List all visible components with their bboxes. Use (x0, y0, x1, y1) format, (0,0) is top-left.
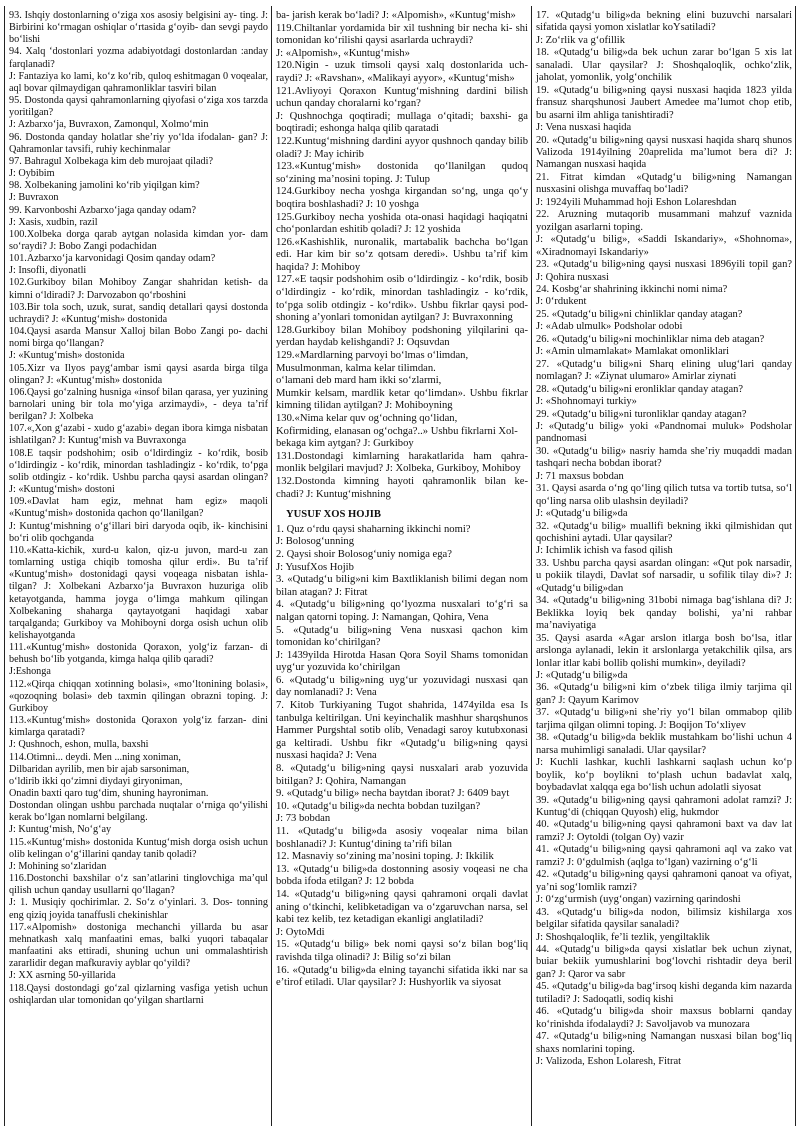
question-entry: J: «Alpomish», «Kuntug‘mish» (276, 47, 410, 59)
question-entry: 13. «Qutadg‘u bilig»da dostonning asosiy voqeasi ne cha bobda ifoda etilgan? J: 12 bobda (276, 863, 528, 888)
question-entry: o‘lamani deb mard ham ikki so‘zlarmi, (276, 375, 442, 387)
question-entry: Dostondan olingan ushbu parchada nuqtalar o‘rniga qo‘yilishi kerak bo‘lgan nomlarni belgilang. (9, 800, 268, 824)
question-entry: 107.«,Xon g‘azabi - xudo g‘azabi» degan ibora kimga nisbatan ishlatilgan? J: Kuntug‘mish va Buvraxonga (9, 423, 268, 447)
question-entry: 26. «Qutadg‘u bilig»ni mochinliklar nima deb atagan? (536, 333, 765, 345)
question-entry: 30. «Qutadg‘u bilig» nasriy hamda she’riy muqaddi madan tashqari necha bobdan iborat? (536, 445, 792, 470)
question-entry: J: XX asrning 50-yillarida (9, 970, 116, 982)
question-entry: 24. Kosbg‘ar shahrining ikkinchi nomi nima? (536, 283, 728, 295)
question-entry: 43. «Qutadg‘u bilig»da nodon, bilimsiz kishilarga xos belgilar sifatida qaysilar sanaladi? (536, 906, 792, 931)
question-entry: J: «Qutadg‘u bilig»da (536, 670, 628, 682)
question-entry: 117.«Alpomish» dostoniga mechanchi yillarda bu asar mehnatkash xalq manfaatini emas, balki yuqori tabaqalar manfaatini aks ettiradi, shuning uchun uni ommalashtirish zararlidir degan mafkuraviy ayblar qo‘yildi? (9, 921, 268, 970)
question-entry: Dilbaridan ayrilib, men bir ajab sarsoniman, (9, 763, 190, 775)
question-entry: 132.Dostonda kimning hayoti qahramonlik bilan ke- chadi? J: Kuntug‘mishning (276, 475, 528, 500)
question-entry: 7. Kitob Turkiyaning Tugot shahrida, 1474yilda esa Is tanbulga keltirilgan. Uni keyinchalik mashhur sharqshunos Hammer Purgshtal sotib olib, Venadagi saroy kutubxonasi ga keltiradi. Ushbu fikr «Qutadg‘u bilig»ning qaysi nusxasi haqida? J: Vena (276, 700, 528, 762)
section-entries (276, 524, 528, 990)
question-entry: J: Kuntug‘mish, No‘g‘ay (9, 824, 112, 836)
question-entry: 25. «Qutadg‘u bilig»ni chinliklar qanday atagan? (536, 308, 743, 320)
question-entry: 116.Dostonchi baxshilar o‘z san’atlarini tinglovchiga ma’qul qilish uchun qanday usullarni qo‘llagan? (9, 873, 268, 897)
question-entry: 128.Gurkiboy bilan Mohiboy podshoning yilqilarini qa- yerdan haydab kelishgandi? J: Oqsuvdan (276, 324, 528, 349)
question-entry: 17. «Qutadg‘u bilig»da bekning elini buzuvchi narsalari sifatida qaysi yomon xislatlar koYsatiladi? (536, 10, 792, 34)
question-entry: 47. «Qutadg‘u bilig»ning Namangan nusxasi bilan bog‘liq shaxs nomlarini toping. (536, 1031, 792, 1055)
question-entry: 3. «Qutadg‘u bilig»ni kim Baxtliklanish bilimi degan nom bilan atagan? J: Fitrat (276, 574, 528, 598)
question-entry: 95. Dostonda qaysi qahramonlarning qiyofasi o‘ziga xos tarzda yoritilgan? (9, 95, 268, 119)
question-entry: J: 0‘zg‘urmish (uyg‘ongan) vazirning qarindoshi (536, 894, 741, 906)
question-entry: 126.«Kashishlik, nuronalik, martabalik bachcha bo‘lgan edi. Har kim bir so‘z qotsam deredi». Ushbu ta’rif kim haqida? J: Mohiboy (276, 236, 528, 273)
question-entry: J: Insofli, diyonatli (9, 265, 87, 277)
question-entry: bekaga kim aytgan? J: Gurkiboy (276, 438, 414, 450)
question-entry: 42. «Qutadg‘u bilig»ning qaysi qahramoni qanoat va ofiyat, ya’ni sog‘lomlik ramzi? (536, 869, 792, 893)
question-entry: 14. «Qutadg‘u bilig»ning qaysi qahramoni orqali davlat aning o‘tkinchi, kelibketadigan va o‘zgaruvchan narsa, sel kabi tez kelib, tez ketadigan ekanligi anglatiladi? (276, 888, 528, 926)
question-entry: J: Fantaziya ko lami, ko‘z ko‘rib, quloq eshitmagan 0 voqealar, aql bovar qilmaydigan qahramonliklar tasviri bilan (9, 70, 268, 94)
question-entry: 20. «Qutadg‘u bilig»ning qaysi nusxasi haqida sharq shunos Valizoda 1914yilning 20aprelida ma’lumot bera di? J: Namangan nusxasi haqida (536, 134, 792, 171)
question-entry: o‘ldirib ikki qo‘zimni diydayi giryoniman, (9, 775, 183, 787)
question-entry: 99. Karvonboshi Azbarxo‘jaga qanday odam? (9, 204, 196, 216)
question-entry: J: 73 bobdan (276, 813, 331, 825)
question-entry: 19. «Qutadg‘u bilig»ning qaysi nusxasi haqida 1823 yilda fransuz sharqshunosi Jaubert Amedee ma’lumot chop etib, bu asarni ilm ahliga tanishtiradi? (536, 84, 792, 121)
question-entry: J: OytoMdi (276, 926, 325, 938)
question-entry: J: Ichimlik ichish va fasod qilish (536, 545, 673, 557)
column-middle (271, 6, 531, 1126)
question-entry: 103.Bir tola soch, uzuk, surat, sandiq detallari qaysi dostonda uchraydi? J: «Kuntug‘mish» dostonida (9, 301, 268, 325)
question-entry: 21. Fitrat kimdan «Qutadg‘u bilig»ning Namangan nusxasini olishga muvaffaq bo‘ladi? (536, 171, 792, 196)
question-entry: J: Buvraxon (9, 192, 59, 204)
question-entry: 93. Ishqiy dostonlarning o‘ziga xos asosiy belgisini ay- ting. J: Birbirini ko‘rmagan oshiqlar o‘rtasida g‘oyib- dan sevgi paydo bo‘lishi (9, 10, 268, 46)
question-entry: 102.Gurkiboy bilan Mohiboy Zangar shahridan ketish- da kimni o‘ldiradi? J: Darvozabon qo‘rboshini (9, 277, 268, 301)
question-entry: 38. «Qutadg‘u bilig»da beklik mustahkam bo‘lishi uchun 4 narsa muhimligi sanaladi. Ular qaysilar? (536, 732, 792, 756)
question-entry: 45. «Qutadg‘u bilig»da bag‘irsoq kishi deganda kim nazarda tutiladi? J: Sadoqatli, sodiq kishi (536, 981, 792, 1005)
question-entry: J: YusufXos Hojib (276, 561, 354, 573)
question-entry: J: «Amin ulmamlakat» Mamlakat omonliklari (536, 346, 730, 358)
question-entry: J: Valizoda, Eshon Lolaresh, Fitrat (536, 1056, 682, 1068)
question-entry: ba- jarish kerak bo‘ladi? J: «Alpomish», «Kuntug‘mish» (276, 10, 516, 21)
question-entry: 118.Qaysi dostondagi go‘zal qizlarning vasfiga yetish uchun oshiqlardan ular tomonidan qo‘yilgan shartlarni (9, 982, 268, 1006)
column-left-entries (9, 10, 268, 1007)
question-entry: Mumkir kelsam, mardlik ketar qo‘limdan». Ushbu fikrlar kimning tilidan aytilgan? J: Mohiboyning (276, 387, 528, 412)
column-right-entries (536, 10, 792, 1069)
question-entry: 121.Avliyoyi Qoraxon Kuntug‘mishning dardini bilish uchun qanday choralarni ko‘rgan? (276, 85, 528, 110)
question-entry: 2. Qaysi shoir Bolosog‘uniy nomiga ega? (276, 548, 452, 560)
question-entry: 112.«Qirqa chiqqan xotinning bolasi», «mo‘ltonining bolasi», «qozoqning bolasi» deb taxmin qilingan obrazni toping. J: Gurkiboy (9, 678, 268, 714)
question-entry: 11. «Qutadg‘u bilig»da asosiy voqealar nima bilan boshlanadi? J: Kuntug‘dining ta’rifi bilan (276, 826, 528, 850)
question-entry: 33. Ushbu parcha qaysi asardan olingan: «Qut pok narsadir, u pokiik tilaydi, Davlat sof narsadir, u sofilik tilay di»? J: «Qutadg‘u bilig»dan (536, 557, 792, 594)
question-entry: J: Mohining so‘zlaridan (9, 860, 107, 872)
question-entry: 120.Nigin - uzuk timsoli qaysi xalq dostonlarida uch- raydi? J: «Ravshan», «Malikayi ayyor», «Kuntug‘mish» (276, 60, 528, 84)
question-entry: J: «Kuntug‘mish» dostonida (9, 350, 125, 362)
question-entry: 104.Qaysi asarda Mansur Xalloj bilan Bobo Zangi po- dachi nomi birga qo‘llangan? (9, 326, 268, 350)
question-entry: J: Qushnochga qoqtiradi; mullaga o‘qitadi; baxshi- ga boqtiradi; eshonga halqa qilib qaratadi (276, 110, 528, 135)
question-entry: J: 0‘rdukent (536, 296, 587, 308)
question-entry: 114.Otimni... deydi. Men ...ning xoniman, (9, 751, 181, 763)
question-entry: 105.Xizr va Ilyos payg‘ambar ismi qaysi asarda birga tilga olingan? J: «Kuntug‘mish» dostonida (9, 362, 268, 386)
question-entry: 110.«Katta-kichik, xurd-u kalon, qiz-u juvon, mard-u zan tomlarning ustiga chiqib tomosha qilur erdi». Bu ta’rif «Kuntug‘mish» dostonidagi qaysi voqeaga nisbatan ishla- tilgan? J: Xolbekani Azbarxo‘ja Buvraxon huzuriga olib ketayotganda, hamma joyga o‘limga mahkum qilingan Xolbekaning shaharga qaytayotgani haqidagi xabar tarqalganda; Gurkiboy va Mohiboyni dorga osish uchun olib kelishayotganda (9, 544, 268, 641)
question-entry: 36. «Qutadg‘u bilig»ni kim o‘zbek tiliga ilmiy tarjima qil gan? J: Qayum Karimov (536, 682, 792, 706)
question-entry: 119.Chiltanlar yordamida bir xil tushning bir necha ki- shi tomonidan ko‘rilishi qaysi asarlarda uchraydi? (276, 22, 528, 47)
question-entry: 34. «Qutadg‘u bilig»ning 31bobi nimaga bag‘ishlana di? J: Beklikka loyiq bek qanday bolishi, ya’ni rahbar ma’naviyatiga (536, 595, 792, 632)
column-right (531, 6, 796, 1126)
question-entry: J: Bolosog‘unning (276, 536, 354, 548)
column-left (4, 6, 271, 1126)
question-entry: J:Eshonga (9, 666, 51, 678)
question-entry: 124.Gurkiboy necha yoshga kirgandan so‘ng, unga qo‘y boqtira boshlashadi? J: 10 yoshga (276, 186, 528, 210)
question-entry: Kofirmiding, elanasan og‘ochga?..» Ushbu fikrlarni Xol- (276, 425, 518, 437)
question-entry: J: 1439yilda Hirotda Hasan Qora Soyil Shams tomonidan uyg‘ur yozuvida ko‘chirilgan (276, 649, 528, 674)
question-entry: 100.Xolbeka dorga qarab aytgan nolasida kimdan yor- dam so‘raydi? J: Bobo Zangi podachidan (9, 228, 268, 252)
question-entry: Onadin baxti qaro tug‘dim, shuning hayroniman. (9, 788, 209, 799)
question-entry: J: Kuntug‘mishning o‘g‘illari biri daryoda oqib, ik- kinchisini bo‘ri olib qochganda (9, 520, 268, 544)
question-entry: J: Shoshqaloqlik, fe’li tezlik, yengiltaklik (536, 931, 710, 943)
question-entry: 122.Kuntug‘mishning dardini ayyor qushnoch qanday bilib oladi? J: May ichirib (276, 135, 528, 160)
question-entry: 16. «Qutadg‘u bilig»da elning tayanchi sifatida ikki nar sa e’tirof etiladi. Ular qaysilar? J: Hushyorlik va siyosat (276, 964, 528, 989)
question-entry: 41. «Qutadg‘u bilig»ning qaysi qahramoni aql va zako vat ramzi? J: 0‘gdulmish (aqlga to‘lgan) vazirning o‘g‘li (536, 844, 792, 868)
document-page (4, 6, 796, 1126)
column-middle-entries (276, 10, 528, 501)
question-entry: 44. «Qutadg‘u bilig»da qaysi xislatlar bek uchun ziynat, buiar bekiik yumushlarini bog‘lovchi rishtadir deya beril gan? J: Qaror va sabr (536, 943, 792, 980)
question-entry: J: Zo‘rlik va g‘ofillik (536, 34, 625, 46)
question-entry: J: Oybibim (9, 168, 55, 180)
question-entry: 12. Masnaviy so‘zining ma’nosini toping. J: Ikkilik (276, 851, 494, 863)
question-entry: J: 1. Musiqiy qochirimlar. 2. So‘z o‘yinlari. 3. Dos- tonning eng qiziq joyida tanaffusli chekinishlar (9, 897, 268, 921)
question-entry: J: Xasis, xudbin, razil (9, 216, 98, 228)
question-entry: J: Vena nusxasi haqida (536, 122, 632, 134)
question-entry: 131.Dostondagi kimlarning harakatlarida ham qahra- monlik belgilari mavjud? J: Xolbeka, Gurkiboy, Mohiboy (276, 450, 528, 475)
question-entry: 23. «Qutadg‘u bilig»ning qaysi nusxasi 1896yili topil gan? J: Qohira nusxasi (536, 259, 792, 283)
question-entry: 9. «Qutadg‘u bilig» necha baytdan iborat? J: 6409 bayt (276, 788, 510, 800)
question-entry: 123.«Kuntug‘mish» dostonida qo‘llanilgan qudoq so‘zining ma’nosini toping. J: Tulup (276, 161, 528, 185)
question-entry: J: 1924yili Muhammad hoji Eshon Lolareshdan (536, 196, 737, 208)
question-entry: 37. «Qutadg‘u bilig»ni she’riy yo‘l bilan ommabop qilib tarjima qilgan olimni toping. J: Boqijon To‘xliyev (536, 707, 792, 731)
question-entry: J: «Qutadg‘u bilig»da (536, 508, 628, 520)
question-entry: 39. «Qutadg‘u bilig»ning qaysi qahramoni adolat ramzi? J: Kuntug‘di (chiqqan Quyosh) elig, hukmdor (536, 794, 792, 818)
question-entry: 10. «Qutadg‘u bilig»da nechta bobdan tuzilgan? (276, 800, 481, 812)
question-entry: J: Qushnoch, eshon, mulla, baxshi (9, 739, 149, 751)
question-entry: 113.«Kuntug‘mish» dostonida Qoraxon yolg‘iz farzan- dini kimlarga qaratadi? (9, 715, 268, 739)
question-entry: 4. «Qutadg‘u bilig»ning qo‘lyozma nusxalari to‘g‘ri sa nalgan qatorni toping. J: Namangan, Qohira, Vena (276, 599, 528, 623)
question-entry: 130.«Nima kelar quv og‘ochning qo‘lidan, (276, 413, 458, 424)
question-entry: 28. «Qutadg‘u bilig»ni eronliklar qanday atagan? (536, 383, 744, 395)
question-entry: 94. Xalq ‘dostonlari yozma adabiyotdagi dostonlardan :anday farqlanadi? (9, 46, 268, 70)
question-entry: 129.«Mardlarning parvoyi bo‘lmas o‘limdan, (276, 350, 469, 362)
question-entry: 98. Xolbekaning jamolini ko‘rib yiqilgan kim? (9, 180, 200, 192)
question-entry: 15. «Qutadg‘u bilig» bek nomi qaysi so‘z bilan bog‘liq ravishda tilga olinadi? J: Bilig so‘zi bilan (276, 939, 528, 963)
question-entry: 109.«Davlat ham egiz, mehnat ham egiz» maqoli «Kuntug‘mish» dostonida qachon qo‘llanilgan? (9, 496, 268, 520)
question-entry: J: Kuchli lashkar, kuchli lashkarni saqlash uchun ko‘p boylik, ko‘p boylikni to‘plash uchun badavlat xalq, boybadavlat xalqqa ega bo‘lish uchun adolatli siyosat (536, 757, 792, 794)
section-title: YUSUF XOS HOJIB (286, 509, 381, 521)
question-entry: 127.«E taqsir podshohim osib o‘ldirdingiz - ko‘rdik, bosib o‘ldirdingiz - ko‘rdik, minordan tashladingiz - ko‘rdik, to‘pga solib otdingiz - ko‘rdik». Ushbu fikrlar qaysi pod- shoning a’yonlari tomonidan aytilgan? J: Buvraxonning (276, 274, 528, 324)
question-entry: J: «Shohnomayi turkiy» (536, 396, 637, 408)
question-entry: 111.«Kuntug‘mish» dostonida Qoraxon, yolg‘iz farzan- di behush bo‘lib yotganda, kimga halqa qilib qaradi? (9, 642, 268, 666)
question-entry: 125.Gurkiboy necha yoshida ota-onasi haqidagi haqiqatni cho‘ponlardan eshitib qoladi? J: 12 yoshida (276, 211, 528, 236)
question-entry: 40. «Qutadg‘u bilig»ning qaysi qahramoni baxt va dav lat ramzi? J: Oytoldi (tolgan Oy) vazir (536, 819, 792, 843)
question-entry: 6. «Qutadg‘u bilig»ning uyg‘ur yozuvidagi nusxasi qan day nomlanadi? J: Vena (276, 674, 528, 699)
question-entry: 5. «Qutadg‘u bilig»ning Vena nusxasi qachon kim tomonidan ko‘chirilgan? (276, 624, 528, 649)
question-entry: 96. Dostonda qanday holatlar she’riy yo‘lda ifodalan- gan? J: Qahramonlar tavsifi, ruhiy kechinmalar (9, 131, 268, 155)
question-entry: 22. Aruzning mutaqorib musammani mahzuf vaznida yozilgan asarlarni toping. (536, 209, 792, 233)
question-entry: J: Azbarxo‘ja, Buvraxon, Zamonqul, Xolmo‘min (9, 119, 209, 131)
question-entry: 29. «Qutadg‘u bilig»ni turonliklar qanday atagan? (536, 408, 747, 420)
question-entry: 46. «Qutadg‘u bilig»da shoir maxsus boblarni qanday ko‘rinishda ifodalaydi? J: Savoljavob va munozara (536, 1006, 792, 1030)
question-entry: 35. Qaysi asarda «Agar arslon itlarga bosh bo‘lsa, itlar arslonga aylanadi, lekin it arslonlarga yetakchilik qilsa, ars lonlar itlar kabi bollib qolishi mumkin», deyiladi? (536, 632, 792, 669)
question-entry: J: «Qutadg‘u bilig» yoki «Pandnomai muluk» Podsholar pandnomasi (536, 420, 792, 445)
question-entry: 18. «Qutadg‘u bilig»da bek uchun zarar bo‘lgan 5 xis lat sanaladi. Ular qaysilar? J: Shoshqaloqlik, ochko‘zlik, jaholat, yomonlik, yolg‘onchilik (536, 47, 792, 84)
question-entry: J: 71 maxsus bobdan (536, 470, 624, 482)
question-entry: J: «Qutadg‘u bilig», «Saddi Iskandariy», «Shohnoma», «Xiradnomayi Iskandariy» (536, 234, 792, 258)
question-entry: 108.E taqsir podshohim; osib o‘ldirdingiz - ko‘rdik, bosib o‘ldirdingiz - ko‘rdik, minordan tashladingiz - ko‘rdik, to‘pga solib otdingiz - ko‘rdik. Ushbu parcha qaysi asardan olingan? J: «Kuntug‘mish» dostoni (9, 447, 268, 496)
question-entry: 1. Quz o‘rdu qaysi shaharning ikkinchi nomi? (276, 523, 471, 535)
question-entry: 27. «Qutadg‘u bilig»ni Sharq elining ulug‘lari qanday nomlagan? J: «Ziynat ulumaro» Amirlar ziynati (536, 358, 792, 383)
question-entry: 8. «Qutadg‘u bilig»ning qaysi nusxalari arab yozuvida bitilgan? J: Qohira, Namangan (276, 763, 528, 787)
question-entry: 32. «Qutadg‘u bilig» muallifi bekning ikki qilmishidan qut qochishini aytadi. Ular qaysilar? (536, 520, 792, 545)
question-entry: J: «Adab ulmulk» Podsholar odobi (536, 321, 683, 333)
question-entry: Musulmonman, kalma kelar tilimdan. (276, 362, 436, 374)
question-entry: 31. Qaysi asarda o‘ng qo‘ling qilich tutsa va tortib tutsa, so‘l qo‘ling narsa olib ulashsin deyiladi? (536, 483, 792, 507)
question-entry: 106.Qaysi go‘zalning husniga «insof bilan qarasa, yer yuzining barnolari uning bir tola mo‘yiga arzimaydi», - deya ta’rif berilgan? J: Xolbeka (9, 386, 268, 423)
question-entry: 97. Bahragul Xolbekaga kim deb murojaat qiladi? (9, 155, 213, 167)
question-entry: 101.Azbarxo‘ja karvonidagi Qosim qanday odam? (9, 253, 216, 265)
question-entry: 115.«Kuntug‘mish» dostonida Kuntug‘mish dorga osish uchun olib kelingan o‘g‘illarini qanday tanib qoladi? (9, 836, 268, 860)
